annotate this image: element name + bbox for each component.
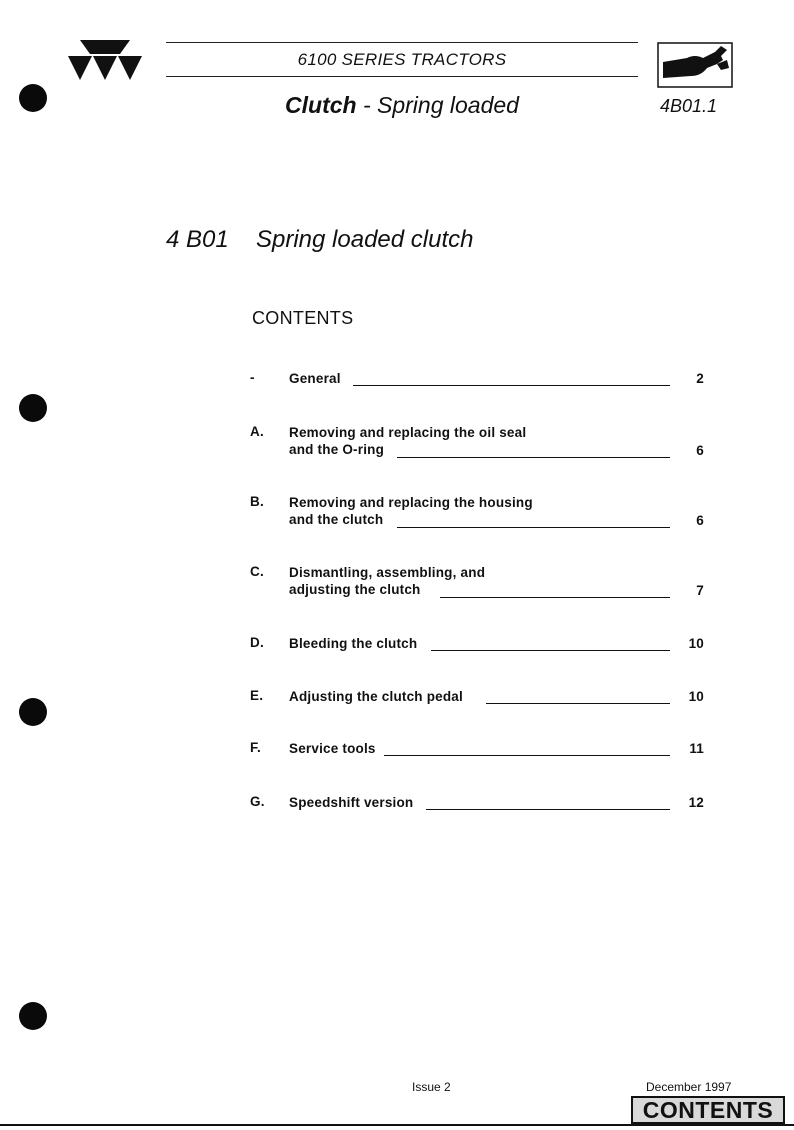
binder-hole <box>19 1002 47 1030</box>
toc-text-line2: and the clutch <box>289 512 384 527</box>
toc-letter: D. <box>250 635 264 650</box>
toc-entry-c[interactable] <box>250 564 710 602</box>
header-rule-bottom <box>166 76 638 77</box>
series-title: 6100 SERIES TRACTORS <box>297 50 507 69</box>
toc-page: 11 <box>689 741 704 756</box>
binder-hole <box>19 698 47 726</box>
toc-entry-b[interactable] <box>250 494 710 532</box>
title-bold: Clutch <box>285 92 357 118</box>
toc-leader <box>384 742 670 756</box>
toc-page: 6 <box>696 513 704 528</box>
toc-text: Removing and replacing the oil seal <box>289 425 527 440</box>
binder-hole <box>19 394 47 422</box>
toc-text: Removing and replacing the housing <box>289 495 533 510</box>
toc-leader <box>353 372 670 386</box>
toc-text-line2: adjusting the clutch <box>289 582 421 597</box>
toc-letter: E. <box>250 688 264 703</box>
toc-leader <box>431 637 670 651</box>
toc-leader <box>440 584 670 598</box>
toc-text: General <box>289 371 341 386</box>
toc-page: 6 <box>696 443 704 458</box>
title-rest: - Spring loaded <box>356 92 519 118</box>
toc-text: Adjusting the clutch pedal <box>289 689 463 704</box>
contents-heading: CONTENTS <box>252 308 354 328</box>
toc-page: 2 <box>696 371 704 386</box>
toc-leader <box>397 514 670 528</box>
toc-entry-f[interactable] <box>250 740 710 760</box>
toc-page: 10 <box>688 636 704 651</box>
bottom-rule <box>0 1124 794 1126</box>
toc-entry-a[interactable] <box>250 424 710 462</box>
hand-wrench-icon <box>657 42 733 88</box>
contents-button[interactable]: CONTENTS <box>631 1096 785 1124</box>
toc-page: 10 <box>688 689 704 704</box>
toc-entry-e[interactable] <box>250 688 710 708</box>
toc-text-line2: and the O-ring <box>289 442 385 457</box>
toc-text: Speedshift version <box>289 795 414 810</box>
toc-leader <box>397 444 670 458</box>
toc-letter: F. <box>250 740 261 755</box>
toc-page: 12 <box>688 795 704 810</box>
toc-leader <box>486 690 670 704</box>
toc-letter: C. <box>250 564 264 579</box>
triple-triangle-logo <box>68 40 142 86</box>
binder-hole <box>19 84 47 112</box>
header-rule-top <box>166 42 638 43</box>
toc-leader <box>426 796 670 810</box>
toc-page: 7 <box>696 583 704 598</box>
toc-letter: - <box>250 370 255 385</box>
toc-letter: B. <box>250 494 264 509</box>
toc-letter: G. <box>250 794 265 809</box>
issue-label: Issue 2 <box>412 1080 451 1094</box>
toc-entry-g[interactable] <box>250 794 710 814</box>
toc-entry-general[interactable] <box>250 370 710 390</box>
section-code: 4 B01 <box>166 226 229 253</box>
toc-text: Dismantling, assembling, and <box>289 565 486 580</box>
issue-date: December 1997 <box>646 1080 732 1094</box>
page-title <box>166 92 638 119</box>
toc-text: Service tools <box>289 741 376 756</box>
toc-letter: A. <box>250 424 264 439</box>
section-title: Spring loaded clutch <box>256 226 474 253</box>
toc-entry-d[interactable] <box>250 635 710 655</box>
page-reference: 4B01.1 <box>660 96 718 116</box>
toc-text: Bleeding the clutch <box>289 636 418 651</box>
